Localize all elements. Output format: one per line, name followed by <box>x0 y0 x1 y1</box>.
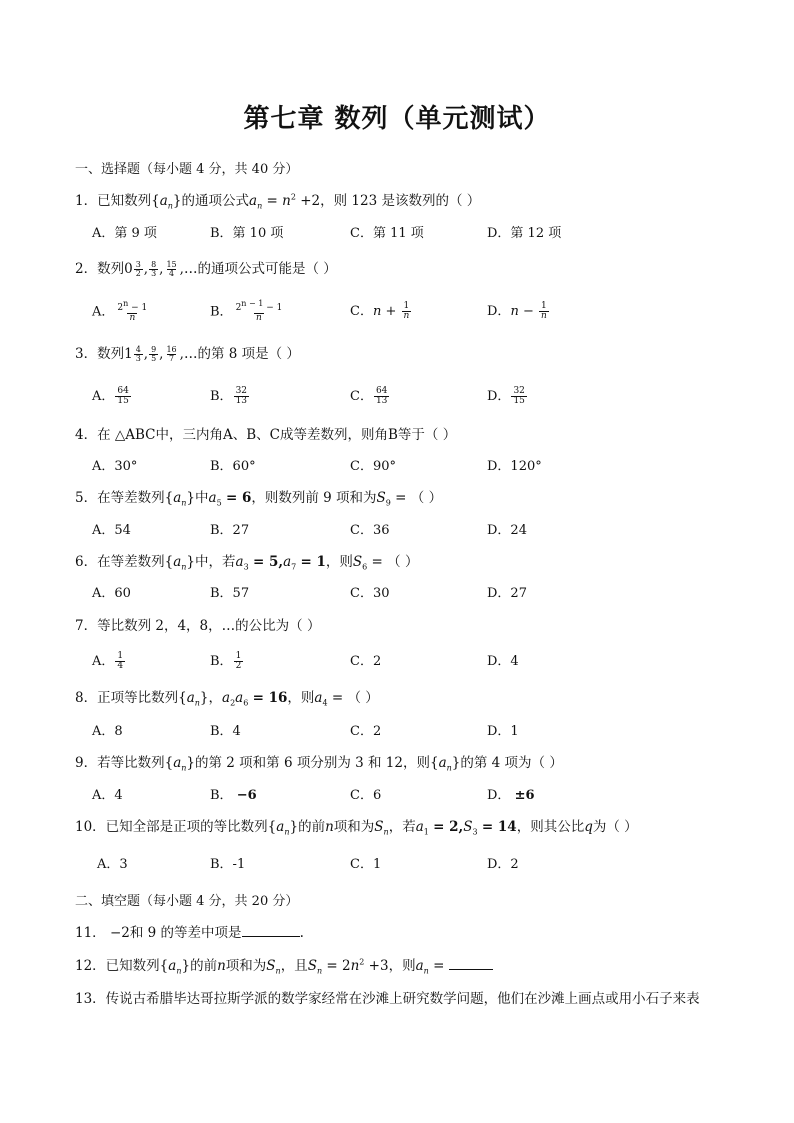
question-6-options <box>92 582 732 602</box>
question-6: 6．在等差数列$\{a_n\}$中，若$a_3 = 5,a_7 = 1$，则$S_6$ = （ ） <box>75 554 419 572</box>
option-a[interactable]: A．3 <box>97 857 128 872</box>
question-10-options <box>97 853 737 873</box>
option-d[interactable]: D．第 12 项 <box>487 226 562 241</box>
option-a[interactable]: A． $\frac{2^n - 1}{n}$ <box>92 299 148 324</box>
question-9-options <box>92 784 732 804</box>
option-b[interactable]: B．60° <box>210 459 256 474</box>
option-a[interactable]: A．60 <box>92 586 131 601</box>
option-d[interactable]: D．120° <box>487 459 542 474</box>
answer-blank[interactable] <box>449 969 493 970</box>
option-c[interactable]: C．2 <box>350 724 382 739</box>
option-b[interactable]: B． −6 <box>210 788 257 803</box>
question-1: 1．已知数列$\{a_n\}$的通项公式$a_n = n^2 +2$，则 123 是该数列的（ ） <box>75 192 481 211</box>
option-c[interactable]: C．6 <box>350 788 382 803</box>
question-13: 13．传说古希腊毕达哥拉斯学派的数学家经常在沙滩上研究数学问题，他们在沙滩上画点或用小石子来表 <box>75 991 700 1007</box>
option-d[interactable]: D．1 <box>487 724 519 739</box>
question-12: 12．已知数列$\{a_n\}$的前n项和为$S_n$，且$S_n = 2n^2 +3$，则$a_n$ = <box>75 954 493 976</box>
option-a[interactable]: A．8 <box>92 724 123 739</box>
option-c[interactable]: C．n + $\frac{1}{n}$ <box>350 300 410 321</box>
option-c[interactable]: C．1 <box>350 857 382 872</box>
option-d[interactable]: D．27 <box>487 586 527 601</box>
option-b[interactable]: B．57 <box>210 586 250 601</box>
option-c[interactable]: C．2 <box>350 654 382 669</box>
option-b[interactable]: B． $\frac{2^{n - 1} - 1}{n}$ <box>210 299 283 324</box>
question-5: 5．在等差数列$\{a_n\}$中$a_5 = 6$，则数列前 9 项和为$S_9$ = （ ） <box>75 490 443 508</box>
question-9: 9．若等比数列$\{a_n\}$的第 2 项和第 6 项分别为 3 和 12，则$\{a_n\}$的第 4 项为（ ） <box>75 755 563 773</box>
option-c[interactable]: C．30 <box>350 586 390 601</box>
question-4-options <box>92 455 732 475</box>
question-11: 11． −2和 9 的等差中项是 . <box>75 925 304 941</box>
question-7-options <box>92 650 732 670</box>
option-b[interactable]: B． $\frac{1}{2}$ <box>210 650 242 671</box>
option-c[interactable]: C．90° <box>350 459 396 474</box>
option-c[interactable]: C．36 <box>350 523 390 538</box>
option-b[interactable]: B．-1 <box>210 857 246 872</box>
option-d[interactable]: D．4 <box>487 654 519 669</box>
page-title: 第七章 数列（单元测试） <box>243 104 551 134</box>
question-4: 4．在 △ABC中，三内角A、B、C成等差数列，则角B等于（ ） <box>75 427 457 443</box>
option-d[interactable]: D． ±6 <box>487 788 535 803</box>
option-a[interactable]: A． $\frac{64}{15}$ <box>92 385 129 406</box>
question-5-options <box>92 519 732 539</box>
option-a[interactable]: A．第 9 项 <box>92 226 157 241</box>
option-d[interactable]: D． $\frac{32}{15}$ <box>487 385 525 406</box>
answer-blank[interactable] <box>242 936 300 937</box>
section-heading-fill: 二、填空题（每小题 4 分，共 20 分） <box>75 894 299 909</box>
option-a[interactable]: A．4 <box>92 788 123 803</box>
question-2-options <box>92 299 732 324</box>
question-3: 3．数列1 $\frac{4}{3}$ , $\frac{9}{5}$ , $\frac{16}{7}$ ,…的第 8 项是（ ） <box>75 344 300 363</box>
option-a[interactable]: A．54 <box>92 523 131 538</box>
question-10: 10．已知全部是正项的等比数列$\{a_n\}$的前n项和为$S_n$，若$a_1 = 2,S_3 = 14$，则其公比q为（ ） <box>75 819 638 837</box>
question-1-options <box>92 222 732 242</box>
question-7: 7．等比数列 2，4，8，…的公比为（ ） <box>75 618 321 634</box>
option-b[interactable]: B．27 <box>210 523 250 538</box>
question-2: 2．数列0 $\frac{3}{2}$ , $\frac{8}{3}$ , $\frac{15}{4}$ ,…的通项公式可能是（ ） <box>75 259 337 278</box>
option-c[interactable]: C．第 11 项 <box>350 226 424 241</box>
question-8-options <box>92 720 732 740</box>
question-8: 8．正项等比数列$\{a_n\}$，$a_2a_6 = 16$，则$a_4$ = （ ） <box>75 690 379 708</box>
option-d[interactable]: D．24 <box>487 523 527 538</box>
option-b[interactable]: B．4 <box>210 724 241 739</box>
option-a[interactable]: A．30° <box>92 459 138 474</box>
option-a[interactable]: A． $\frac{1}{4}$ <box>92 650 124 671</box>
question-3-options <box>92 385 732 405</box>
section-heading-choice: 一、选择题（每小题 4 分，共 40 分） <box>75 162 299 177</box>
option-d[interactable]: D．n − $\frac{1}{n}$ <box>487 300 547 321</box>
option-d[interactable]: D．2 <box>487 857 519 872</box>
option-b[interactable]: B． $\frac{32}{13}$ <box>210 385 248 406</box>
option-c[interactable]: C． $\frac{64}{13}$ <box>350 385 388 406</box>
option-b[interactable]: B．第 10 项 <box>210 226 284 241</box>
